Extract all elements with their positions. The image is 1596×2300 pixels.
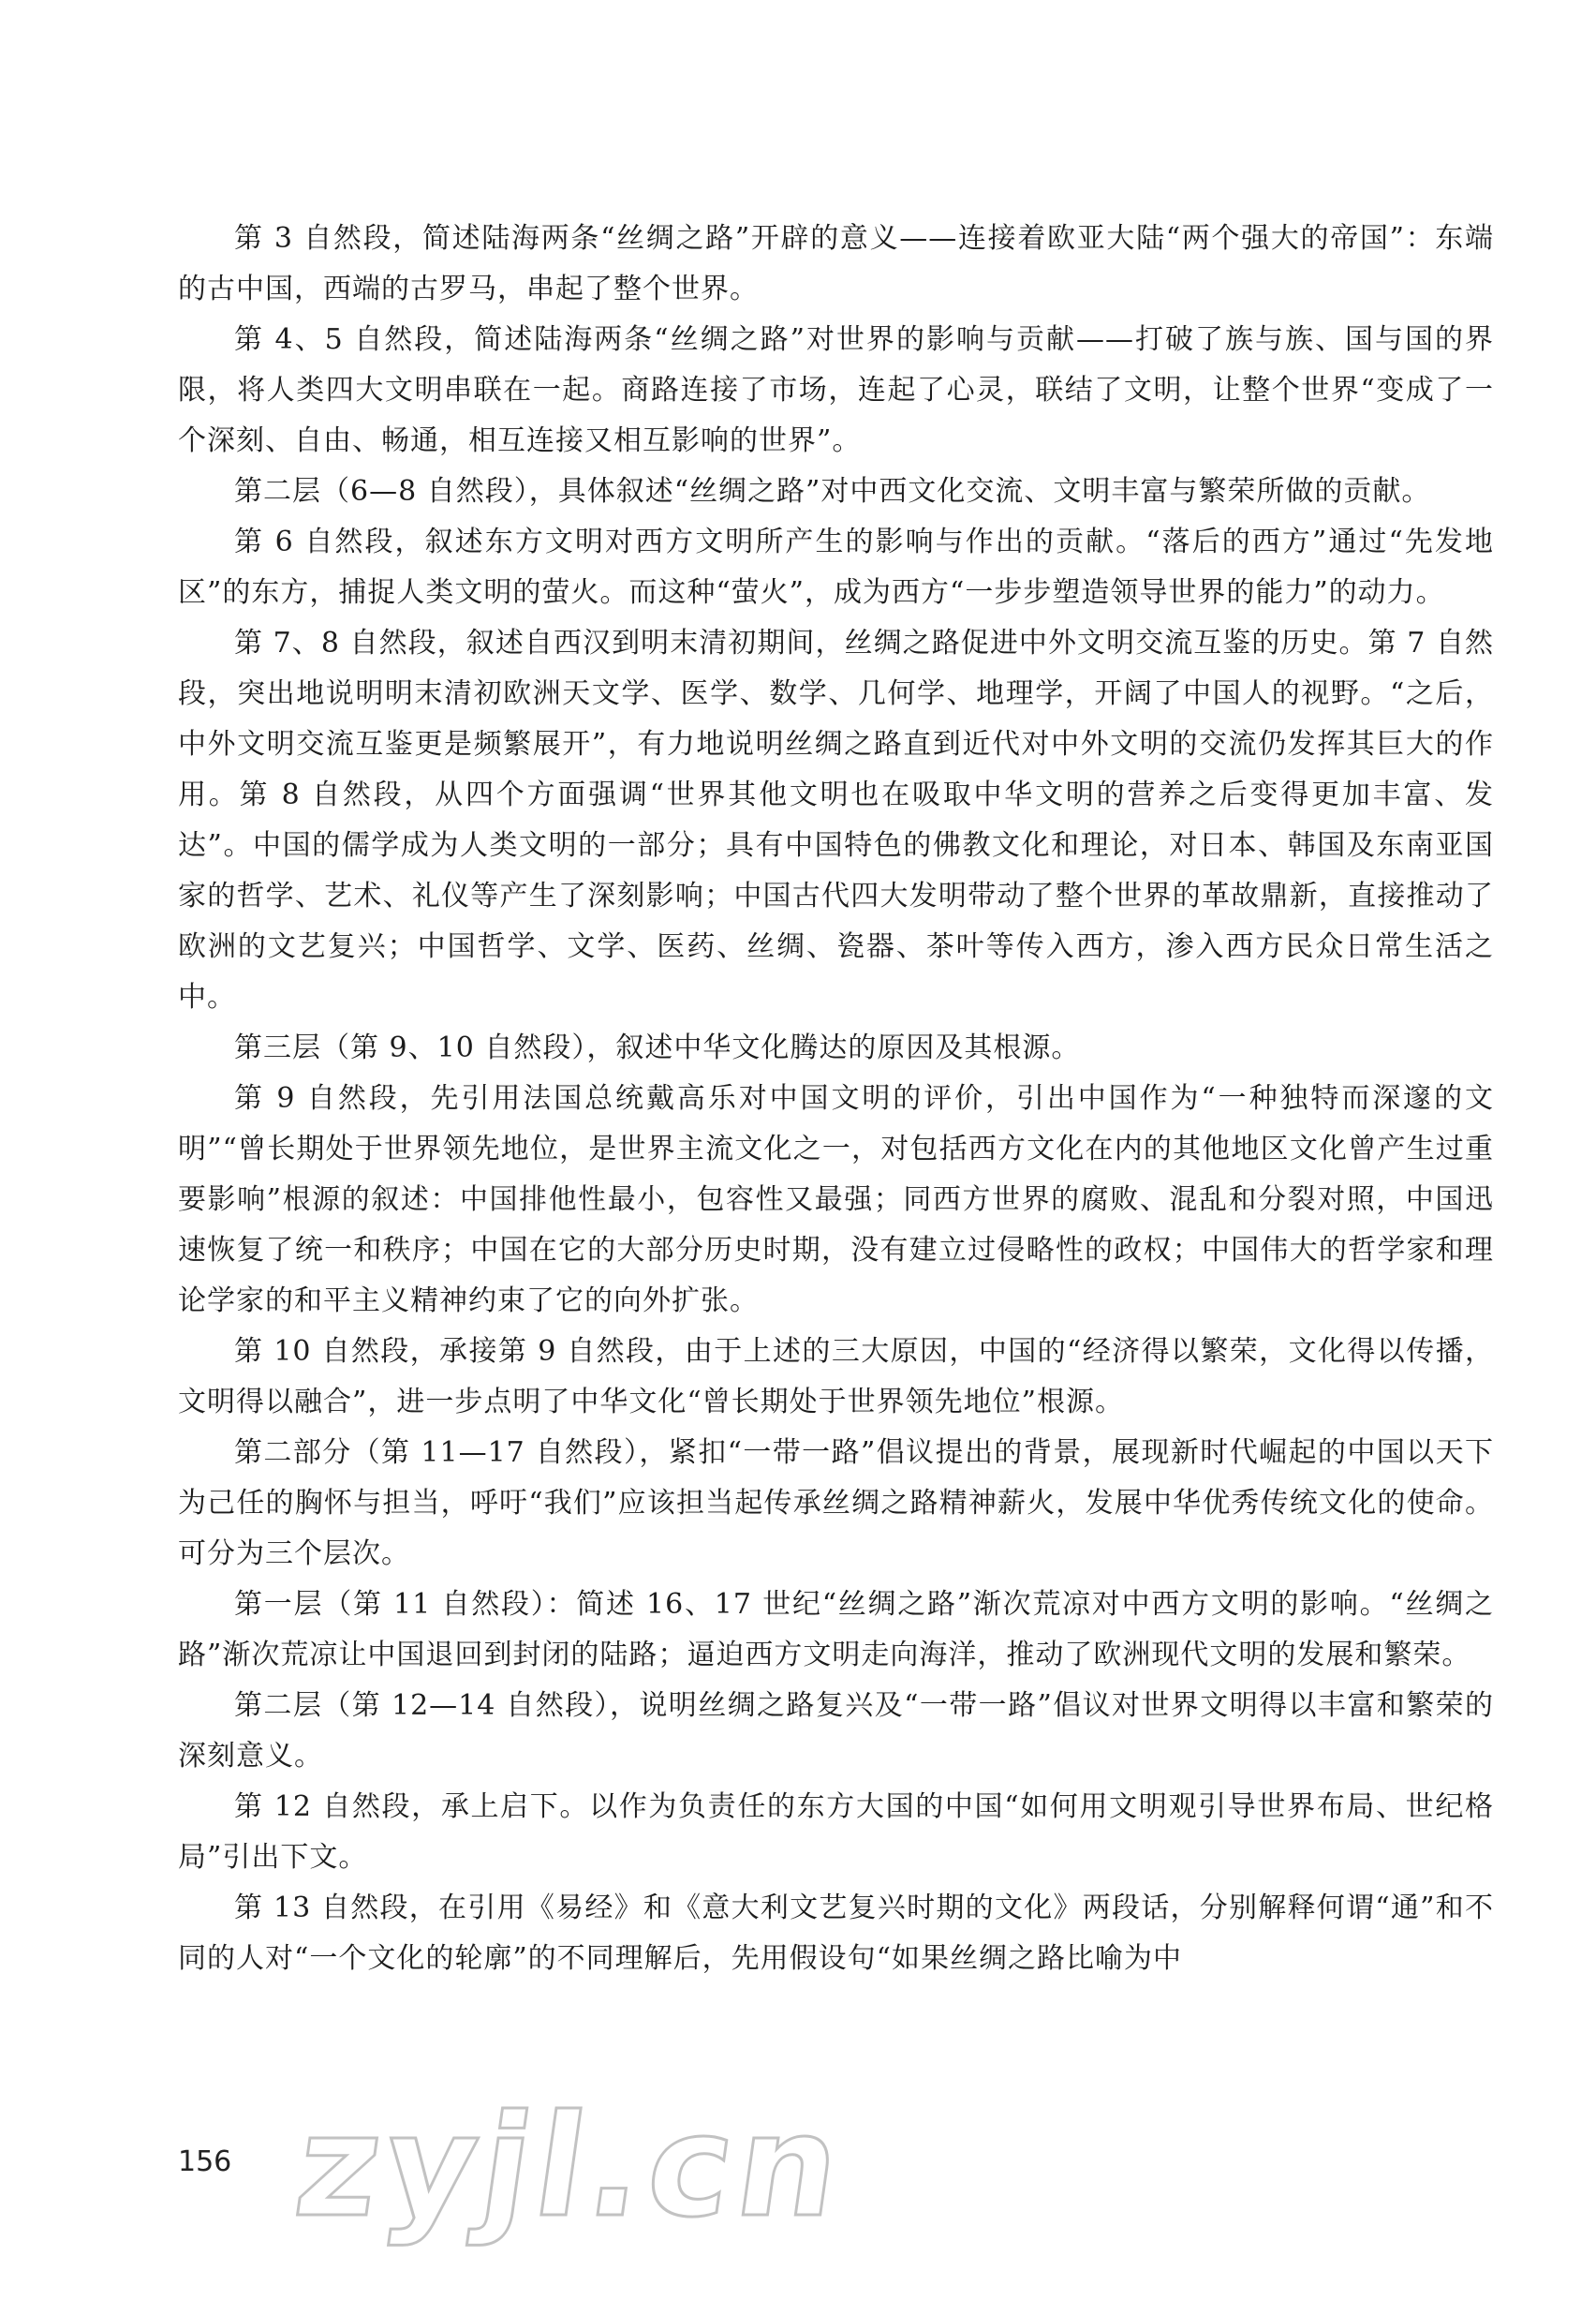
- paragraph: 第二层（6—8 自然段），具体叙述“丝绸之路”对中西文化交流、文明丰富与繁荣所做的贡献。: [234, 475, 1431, 508]
- paragraph: 第 13 自然段，在引用《易经》和《意大利文艺复兴时期的文化》两段话，分别解释何谓“通”和不同的人对“一个文化的轮廓”的不同理解后，先用假设句“如果丝绸之路比喻为中: [178, 1892, 1494, 1975]
- page-body: [178, 214, 1494, 1984]
- paragraph: 第一层（第 11 自然段）：简述 16、17 世纪“丝绸之路”渐次荒凉对中西方文明的影响。“丝绸之路”渐次荒凉让中国退回到封闭的陆路；逼迫西方文明走向海洋，推动了欧洲现代文明的发展和繁荣。: [178, 1588, 1494, 1671]
- paragraph: 第 10 自然段，承接第 9 自然段，由于上述的三大原因，中国的“经济得以繁荣，文化得以传播，文明得以融合”，进一步点明了中华文化“曾长期处于世界领先地位”根源。: [178, 1335, 1494, 1418]
- paragraph: 第 12 自然段，承上启下。以作为负责任的东方大国的中国“如何用文明观引导世界布局、世纪格局”引出下文。: [178, 1790, 1494, 1874]
- page-number: 156: [178, 2145, 232, 2178]
- watermark: zyjl.cn: [286, 2085, 855, 2248]
- paragraph: 第 9 自然段，先引用法国总统戴高乐对中国文明的评价，引出中国作为“一种独特而深邃的文明”“曾长期处于世界领先地位，是世界主流文化之一，对包括西方文化在内的其他地区文化曾产生过重要影响”根源的叙述：中国排他性最小，包容性又最强；同西方世界的腐败、混乱和分裂对照，中国迅速恢复了统一和秩序；中国在它的大部分历史时期，没有建立过侵略性的政权；中国伟大的哲学家和理论学家的和平主义精神约束了它的向外扩张。: [178, 1082, 1494, 1317]
- paragraph: 第二部分（第 11—17 自然段），紧扣“一带一路”倡议提出的背景，展现新时代崛起的中国以天下为己任的胸怀与担当，呼吁“我们”应该担当起传承丝绸之路精神薪火，发展中华优秀传统文化的使命。可分为三个层次。: [178, 1436, 1494, 1570]
- paragraph: 第 7、8 自然段，叙述自西汉到明末清初期间，丝绸之路促进中外文明交流互鉴的历史。第 7 自然段，突出地说明明末清初欧洲天文学、医学、数学、几何学、地理学，开阔了中国人的视野。“之后，中外文明交流互鉴更是频繁展开”，有力地说明丝绸之路直到近代对中外文明的交流仍发挥其巨大的作用。第 8 自然段，从四个方面强调“世界其他文明也在吸取中华文明的营养之后变得更加丰富、发达”。中国的儒学成为人类文明的一部分；具有中国特色的佛教文化和理论，对日本、韩国及东南亚国家的哲学、艺术、礼仪等产生了深刻影响；中国古代四大发明带动了整个世界的革故鼎新，直接推动了欧洲的文艺复兴；中国哲学、文学、医药、丝绸、瓷器、茶叶等传入西方，渗入西方民众日常生活之中。: [178, 627, 1494, 1014]
- paragraph: 第 4、5 自然段，简述陆海两条“丝绸之路”对世界的影响与贡献——打破了族与族、国与国的界限，将人类四大文明串联在一起。商路连接了市场，连起了心灵，联结了文明，让整个世界“变成了一个深刻、自由、畅通，相互连接又相互影响的世界”。: [178, 323, 1494, 457]
- paragraph: 第 3 自然段，简述陆海两条“丝绸之路”开辟的意义——连接着欧亚大陆“两个强大的帝国”：东端的古中国，西端的古罗马，串起了整个世界。: [178, 222, 1494, 305]
- paragraph: 第 6 自然段，叙述东方文明对西方文明所产生的影响与作出的贡献。“落后的西方”通过“先发地区”的东方，捕捉人类文明的萤火。而这种“萤火”，成为西方“一步步塑造领导世界的能力”的动力。: [178, 526, 1494, 609]
- paragraph: 第三层（第 9、10 自然段），叙述中华文化腾达的原因及其根源。: [234, 1031, 1081, 1064]
- paragraph: 第二层（第 12—14 自然段），说明丝绸之路复兴及“一带一路”倡议对世界文明得以丰富和繁荣的深刻意义。: [178, 1689, 1494, 1773]
